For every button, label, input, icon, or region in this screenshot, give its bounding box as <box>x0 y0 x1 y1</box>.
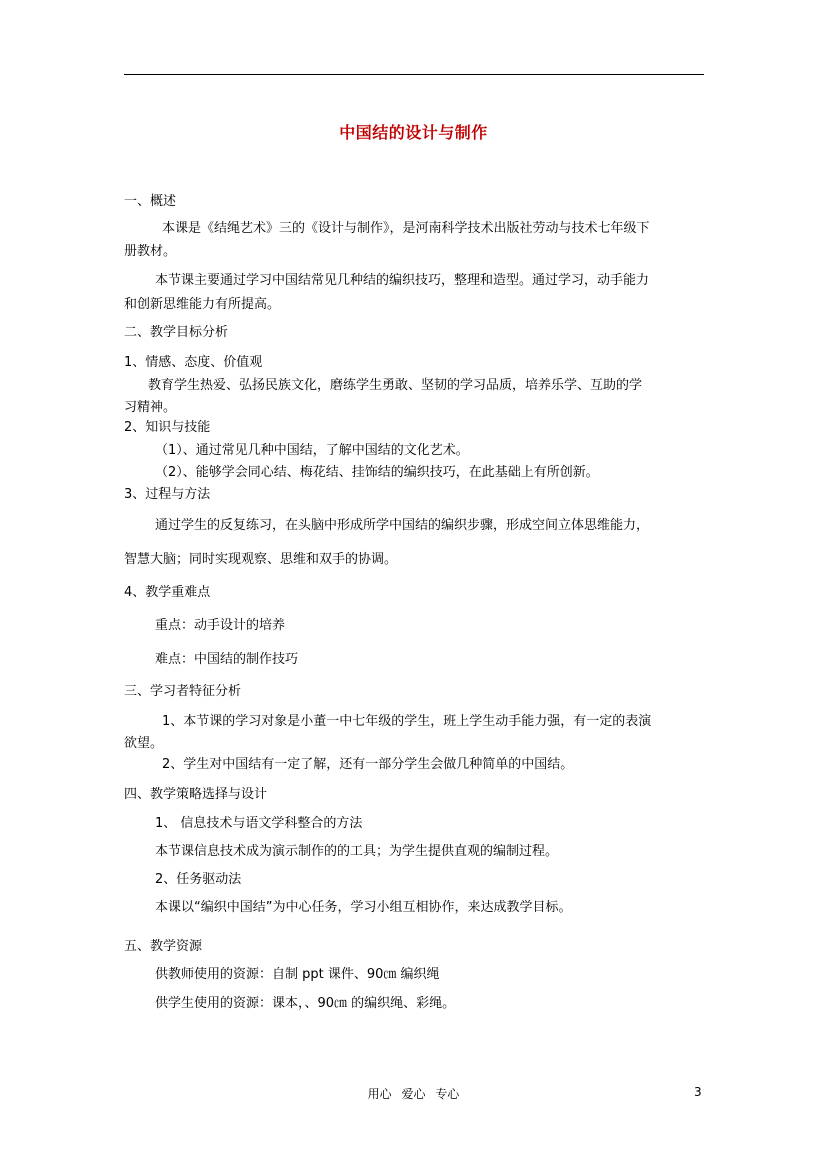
section-heading-strategy: 四、教学策略选择与设计 <box>124 787 268 802</box>
section-heading-goals: 二、教学目标分析 <box>124 325 229 340</box>
section-heading-resources: 五、教学资源 <box>124 939 203 954</box>
subheading: 4、教学重难点 <box>124 585 211 600</box>
subheading: 2、知识与技能 <box>124 420 211 435</box>
list-item: （1）、通过常见几种中国结，了解中国结的文化艺术。 <box>155 443 469 458</box>
subheading: 1、情感、态度、价值观 <box>124 355 263 370</box>
paragraph-line: 本节课主要通过学习中国结常见几种结的编织技巧，整理和造型。通过学习，动手能力 <box>155 273 650 288</box>
section-heading-overview: 一、概述 <box>124 194 177 209</box>
paragraph-line: 通过学生的反复练习，在头脑中形成所学中国结的编织步骤，形成空间立体思维能力， <box>155 518 650 533</box>
paragraph-line: 本节课信息技术成为演示制作的的工具；为学生提供直观的编制过程。 <box>155 844 559 859</box>
paragraph-line: 欲望。 <box>124 736 164 751</box>
section-heading-learners: 三、学习者特征分析 <box>124 684 242 699</box>
paragraph-line: 供学生使用的资源：课本，、90㎝ 的编织绳、彩绳。 <box>155 996 456 1011</box>
paragraph-line: 习精神。 <box>124 400 177 415</box>
list-item: 2、任务驱动法 <box>155 872 242 887</box>
subheading: 3、过程与方法 <box>124 487 211 502</box>
paragraph-line: 供教师使用的资源：自制 ppt 课件、90㎝ 编织绳 <box>155 967 440 982</box>
paragraph-line: 2、学生对中国结有一定了解，还有一部分学生会做几种简单的中国结。 <box>162 757 574 772</box>
header-rule <box>124 74 704 75</box>
paragraph-line: 1、本节课的学习对象是小董一中七年级的学生，班上学生动手能力强，有一定的表演 <box>162 714 652 729</box>
document-title: 中国结的设计与制作 <box>339 123 488 142</box>
paragraph-line: 教育学生热爱、弘扬民族文化，磨练学生勇敢、坚韧的学习品质，培养乐学、互助的学 <box>148 378 643 393</box>
footer-motto: 用心 爱心 专心 <box>367 1087 460 1101</box>
paragraph-line: 重点：动手设计的培养 <box>155 618 286 633</box>
paragraph-line: 智慧大脑；同时实现观察、思维和双手的协调。 <box>124 552 398 567</box>
list-item: （2）、能够学会同心结、梅花结、挂饰结的编织技巧，在此基础上有所创新。 <box>155 465 599 480</box>
list-item: 1、 信息技术与语文学科整合的方法 <box>155 816 363 831</box>
paragraph-line: 难点：中国结的制作技巧 <box>155 652 299 667</box>
paragraph-line: 册教材。 <box>124 244 177 259</box>
paragraph-line: 本课以“编织中国结”为中心任务，学习小组互相协作，来达成教学目标。 <box>155 900 572 915</box>
paragraph-line: 和创新思维能力有所提高。 <box>124 297 281 312</box>
page-number: 3 <box>694 1085 702 1099</box>
paragraph-line: 本课是《结绳艺术》三的《设计与制作》，是河南科学技术出版社劳动与技术七年级下 <box>162 221 650 236</box>
